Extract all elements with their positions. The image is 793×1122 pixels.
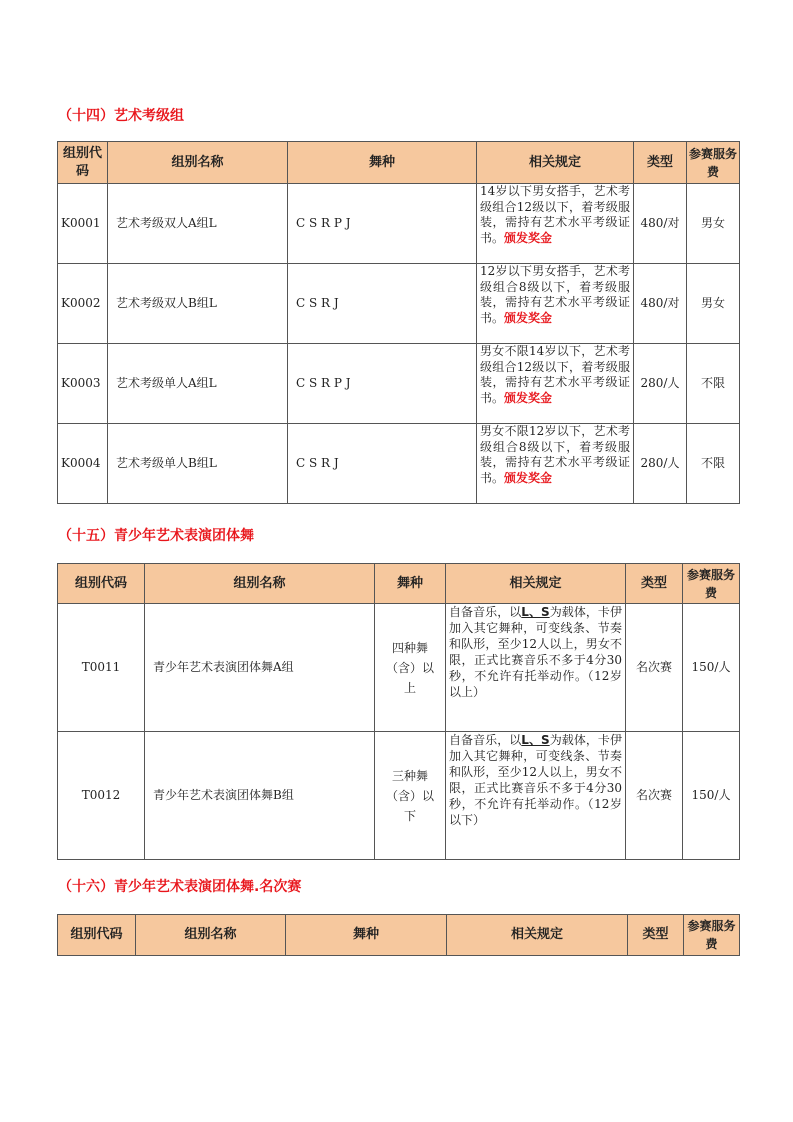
row-type: 280/人	[634, 424, 687, 504]
rules-text-pre: 自备音乐，以	[449, 605, 522, 619]
row-dance: C S R P J	[288, 344, 477, 424]
section-heading-16: （十六）青少年艺术表演团体舞.名次赛	[58, 879, 302, 895]
row-fee: 不限	[687, 344, 740, 424]
table-row	[58, 264, 740, 344]
table-row	[58, 344, 740, 424]
row-type: 名次赛	[626, 732, 683, 860]
award-label: 颁发奖金	[504, 230, 553, 245]
row-dance: C S R J	[288, 424, 477, 504]
table-art-grading	[57, 141, 740, 504]
row-rules	[477, 184, 634, 264]
header-dance: 舞种	[286, 915, 447, 956]
header-name: 组别名称	[145, 564, 375, 604]
table-header-row	[58, 142, 740, 184]
row-name: 艺术考级双人B组L	[108, 264, 288, 344]
header-rules: 相关规定	[447, 915, 628, 956]
header-fee: 参赛服务费	[687, 142, 740, 184]
row-dance: C S R P J	[288, 184, 477, 264]
header-rules: 相关规定	[446, 564, 626, 604]
header-code: 组别代码	[58, 142, 108, 184]
rules-text-post: 为载体，卡伊加入其它舞种，可变线条、节奏和队形，至少12人以上，男女不限，正式比赛音乐不多于4分30秒，不允许有托举动作。（12岁以上）	[449, 605, 622, 699]
header-type: 类型	[628, 915, 684, 956]
row-rules	[477, 344, 634, 424]
row-fee: 不限	[687, 424, 740, 504]
section-heading-14: （十四）艺术考级组	[58, 108, 184, 124]
header-fee: 参赛服务费	[684, 915, 740, 956]
rules-text: 12岁以下男女搭手，艺术考级组合8级以下，着考级服装，需持有艺术水平考级证书。	[480, 264, 630, 325]
rules-text: 14岁以下男女搭手，艺术考级组合12级以下，着考级服装，需持有艺术水平考级证书。	[480, 184, 630, 245]
row-dance: 四种舞（含）以上	[375, 604, 446, 732]
row-type: 480/对	[634, 264, 687, 344]
row-code: K0003	[58, 344, 108, 424]
row-fee: 男女	[687, 264, 740, 344]
table-header-row	[58, 564, 740, 604]
row-fee: 男女	[687, 184, 740, 264]
row-fee: 150/人	[683, 732, 740, 860]
row-rules	[446, 604, 626, 732]
award-label: 颁发奖金	[504, 470, 553, 485]
table-row	[58, 604, 740, 732]
header-fee: 参赛服务费	[683, 564, 740, 604]
rules-text: 男女不限12岁以下，艺术考级组合8级以下，着考级服装，需持有艺术水平考级证书。	[480, 424, 630, 485]
header-type: 类型	[626, 564, 683, 604]
award-label: 颁发奖金	[504, 390, 553, 405]
header-type: 类型	[634, 142, 687, 184]
row-name: 艺术考级双人A组L	[108, 184, 288, 264]
rules-dance-abbrev: L、S	[521, 733, 550, 747]
rules-text-pre: 自备音乐，以	[449, 733, 522, 747]
row-code: K0004	[58, 424, 108, 504]
row-rules	[477, 424, 634, 504]
row-name: 青少年艺术表演团体舞A组	[145, 604, 375, 732]
header-code: 组别代码	[58, 564, 145, 604]
section-heading-15: （十五）青少年艺术表演团体舞	[58, 528, 254, 544]
rules-dance-abbrev: L、S	[521, 605, 550, 619]
header-dance: 舞种	[375, 564, 446, 604]
row-name: 艺术考级单人A组L	[108, 344, 288, 424]
header-code: 组别代码	[58, 915, 136, 956]
table-header-row	[58, 915, 740, 956]
table-row	[58, 184, 740, 264]
row-code: T0012	[58, 732, 145, 860]
table-youth-group-dance-ranking	[57, 914, 740, 956]
row-name: 艺术考级单人B组L	[108, 424, 288, 504]
table-row	[58, 732, 740, 860]
row-type: 280/人	[634, 344, 687, 424]
row-fee: 150/人	[683, 604, 740, 732]
table-row	[58, 424, 740, 504]
rules-text: 男女不限14岁以下，艺术考级组合12级以下，着考级服装，需持有艺术水平考级证书。	[480, 344, 630, 405]
row-name: 青少年艺术表演团体舞B组	[145, 732, 375, 860]
row-code: T0011	[58, 604, 145, 732]
row-dance: C S R J	[288, 264, 477, 344]
rules-text-post: 为载体，卡伊加入其它舞种，可变线条、节奏和队形，至少12人以上，男女不限，正式比赛音乐不多于4分30秒，不允许有托举动作。（12岁以下）	[449, 733, 622, 827]
row-rules	[446, 732, 626, 860]
row-type: 480/对	[634, 184, 687, 264]
row-code: K0002	[58, 264, 108, 344]
header-dance: 舞种	[288, 142, 477, 184]
row-dance: 三种舞（含）以下	[375, 732, 446, 860]
header-rules: 相关规定	[477, 142, 634, 184]
header-name: 组别名称	[108, 142, 288, 184]
row-code: K0001	[58, 184, 108, 264]
table-youth-group-dance	[57, 563, 740, 860]
row-type: 名次赛	[626, 604, 683, 732]
row-rules	[477, 264, 634, 344]
award-label: 颁发奖金	[504, 310, 553, 325]
header-name: 组别名称	[136, 915, 286, 956]
